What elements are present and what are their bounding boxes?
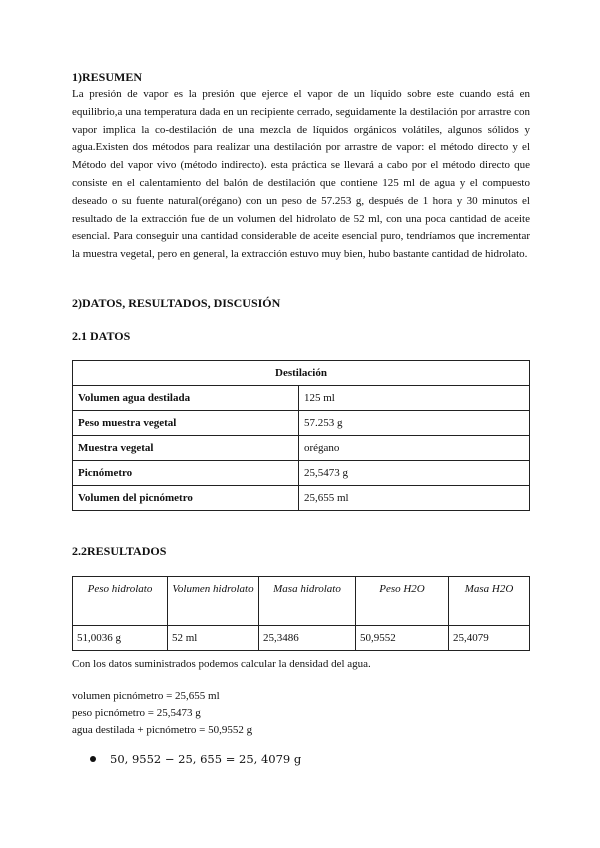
table-row: [73, 626, 530, 651]
calculation-lines: [72, 688, 252, 739]
table-header-cell: Volumen hidrolato: [168, 577, 259, 626]
bullet-equation: 50, 9552 − 25, 655 = 25, 4079 g: [110, 752, 302, 766]
calculation-line: peso picnómetro = 25,5473 g: [72, 707, 201, 719]
table-cell-label: Muestra vegetal: [73, 436, 299, 461]
calculation-line: agua destilada + picnómetro = 50,9552 g: [72, 724, 253, 736]
datos-table: [72, 360, 530, 511]
table-cell: 25,4079: [449, 626, 530, 651]
table-cell-value: 57.253 g: [299, 411, 530, 436]
table-cell-value: 25,655 ml: [299, 486, 530, 511]
resumen-paragraph: La presión de vapor es la presión que ejerce el vapor de un líquido sobre este cuando está en equilibrio,a una temperatura dada en un recipiente cerrado, seguidamente la destilación por arrastre con vapor implica la co-destilación de una mezcla de líquidos orgánicos volátiles, algunos sólidos y agua.Existen dos métodos para realizar una destilación por arrastre de vapor: el método directo y el Método del vapor vivo (método indirecto). esta práctica se llevará a cabo por el método directo que consiste en el calentamiento del balón de destilación que contiene 125 ml de agua y el compuesto deseado o su fuente natural(orégano) con un peso de 57.253 g, después de 1 hora y 30 minutos el resultado de la extracción fue de un volumen del hidrolato de 52 ml, con una poca cantidad de aceite esencial. Para conseguir una cantidad considerable de aceite esencial puro, tendríamos que incrementar la muestra vegetal, pero en general, la extracción estuvo muy bien, hubo bastante cantidad de hidrolato.: [72, 88, 530, 261]
table-cell-value: 25,5473 g: [299, 461, 530, 486]
table-cell-label: Peso muestra vegetal: [73, 411, 299, 436]
table-cell: 52 ml: [168, 626, 259, 651]
subheading-resultados: 2.2RESULTADOS: [72, 544, 167, 558]
calculation-intro: Con los datos suministrados podemos calcular la densidad del agua.: [72, 658, 371, 670]
table-header-cell: Peso hidrolato: [73, 577, 168, 626]
table-cell-label: Volumen del picnómetro: [73, 486, 299, 511]
table-cell: 50,9552: [356, 626, 449, 651]
table-row: [73, 436, 530, 461]
calculation-line: volumen picnómetro = 25,655 ml: [72, 690, 220, 702]
table-cell: 25,3486: [259, 626, 356, 651]
datos-table-title: Destilación: [73, 361, 530, 386]
table-header-cell: Masa H2O: [449, 577, 530, 626]
section-heading-datos: 2)DATOS, RESULTADOS, DISCUSIÓN: [72, 296, 281, 310]
table-cell-label: Volumen agua destilada: [73, 386, 299, 411]
table-header-cell: Masa hidrolato: [259, 577, 356, 626]
resultados-table: [72, 576, 530, 651]
table-row: [73, 386, 530, 411]
subheading-datos: 2.1 DATOS: [72, 329, 131, 343]
section-heading-resumen: 1)RESUMEN: [72, 70, 143, 84]
table-row: [73, 486, 530, 511]
bullet-item: [90, 752, 301, 766]
table-cell-value: orégano: [299, 436, 530, 461]
table-row: [73, 411, 530, 436]
table-header-row: [73, 577, 530, 626]
table-cell-value: 125 ml: [299, 386, 530, 411]
bullet-icon: [90, 756, 96, 762]
table-cell: 51,0036 g: [73, 626, 168, 651]
table-row: [73, 461, 530, 486]
table-cell-label: Picnómetro: [73, 461, 299, 486]
table-header-cell: Peso H2O: [356, 577, 449, 626]
